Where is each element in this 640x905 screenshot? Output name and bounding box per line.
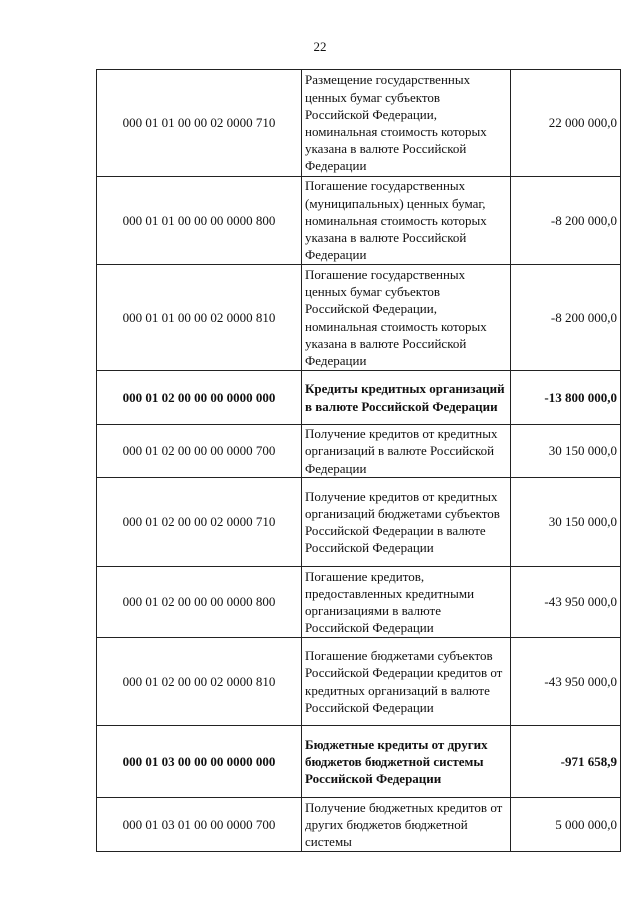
budget-sources-table xyxy=(96,69,621,852)
source-name: Кредиты кредитных организаций в валюте Российской Федерации xyxy=(302,371,511,425)
amount: -971 658,9 xyxy=(511,726,621,798)
source-name: Погашение бюджетами субъектов Российской Федерации кредитов от кредитных организаций в валюте Российской Федерации xyxy=(302,638,511,726)
amount: -13 800 000,0 xyxy=(511,371,621,425)
amount: 30 150 000,0 xyxy=(511,478,621,567)
source-name: Погашение государственных ценных бумаг субъектов Российской Федерации, номинальная стоимость которых указана в валюте Российской Федерации xyxy=(302,265,511,371)
classification-code: 000 01 02 00 00 00 0000 700 xyxy=(97,425,302,478)
source-name: Размещение государственных ценных бумаг субъектов Российской Федерации, номинальная стоимость которых указана в валюте Российской Федерации xyxy=(302,70,511,177)
classification-code: 000 01 01 00 00 00 0000 800 xyxy=(97,177,302,265)
classification-code: 000 01 02 00 00 02 0000 810 xyxy=(97,638,302,726)
amount: 22 000 000,0 xyxy=(511,70,621,177)
source-name: Бюджетные кредиты от других бюджетов бюджетной системы Российской Федерации xyxy=(302,726,511,798)
table-row xyxy=(97,70,621,177)
classification-code: 000 01 01 00 00 02 0000 710 xyxy=(97,70,302,177)
classification-code: 000 01 01 00 00 02 0000 810 xyxy=(97,265,302,371)
source-name: Получение бюджетных кредитов от других бюджетов бюджетной системы xyxy=(302,798,511,852)
amount: 30 150 000,0 xyxy=(511,425,621,478)
classification-code: 000 01 02 00 00 00 0000 000 xyxy=(97,371,302,425)
table-row xyxy=(97,425,621,478)
table-row xyxy=(97,567,621,638)
classification-code: 000 01 02 00 00 00 0000 800 xyxy=(97,567,302,638)
source-name: Получение кредитов от кредитных организаций в валюте Российской Федерации xyxy=(302,425,511,478)
table-row xyxy=(97,726,621,798)
table-row xyxy=(97,798,621,852)
table-row xyxy=(97,177,621,265)
amount: -8 200 000,0 xyxy=(511,265,621,371)
table-row xyxy=(97,265,621,371)
amount: -43 950 000,0 xyxy=(511,567,621,638)
source-name: Получение кредитов от кредитных организаций бюджетами субъектов Российской Федерации в валюте Российской Федерации xyxy=(302,478,511,567)
source-name: Погашение кредитов, предоставленных кредитными организациями в валюте Российской Федерации xyxy=(302,567,511,638)
table-row xyxy=(97,371,621,425)
table-row xyxy=(97,478,621,567)
amount: -43 950 000,0 xyxy=(511,638,621,726)
classification-code: 000 01 03 00 00 00 0000 000 xyxy=(97,726,302,798)
source-name: Погашение государственных (муниципальных) ценных бумаг, номинальная стоимость которых указана в валюте Российской Федерации xyxy=(302,177,511,265)
table-row xyxy=(97,638,621,726)
classification-code: 000 01 02 00 00 02 0000 710 xyxy=(97,478,302,567)
amount: 5 000 000,0 xyxy=(511,798,621,852)
classification-code: 000 01 03 01 00 00 0000 700 xyxy=(97,798,302,852)
page-number: 22 xyxy=(313,39,327,54)
amount: -8 200 000,0 xyxy=(511,177,621,265)
